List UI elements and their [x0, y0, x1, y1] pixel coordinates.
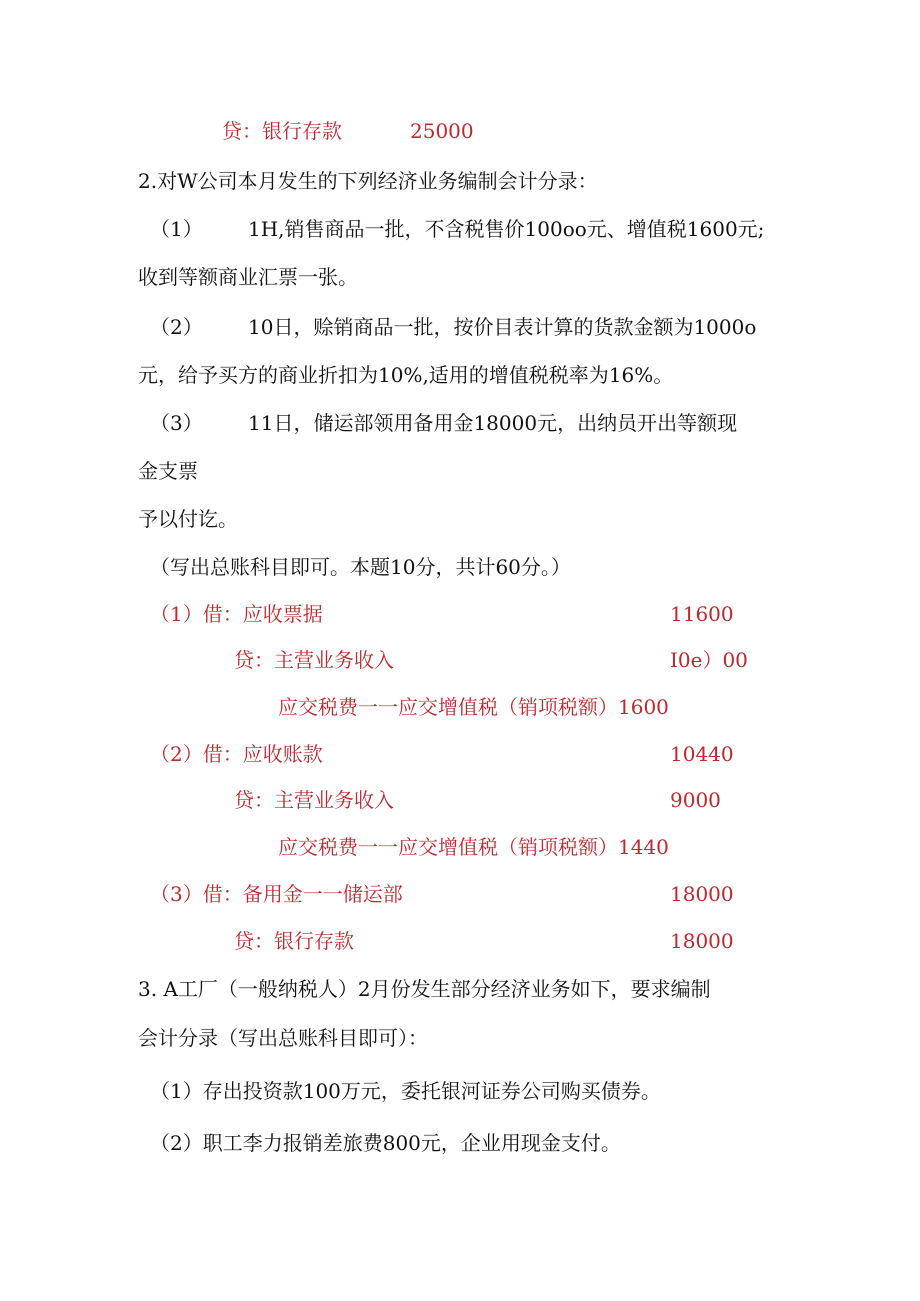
q3-title-line2: 会计分录（写出总账科目即可）： — [138, 1026, 428, 1050]
answer-1-credit-amount: I0e）00 — [670, 648, 748, 672]
answer-2-credit-amount: 9000 — [670, 788, 721, 812]
q3-item2: （2）职工李力报销差旅费800元，企业用现金支付。 — [150, 1131, 621, 1155]
answer-2-tax-line: 应交税费一一应交增值税（销项税额）1440 — [278, 835, 669, 859]
q3-title-line1: 3. A工厂（一般纳税人）2月份发生部分经济业务如下，要求编制 — [138, 977, 711, 1001]
answer-3-debit-label: （3）借：备用金一一储运部 — [150, 882, 403, 906]
answer-3-credit-amount: 18000 — [670, 929, 734, 953]
q2-item1-num: （1） — [150, 217, 203, 241]
q2-item2-line1: 10日，赊销商品一批，按价目表计算的货款金额为1000o — [248, 315, 757, 339]
q2-item3-line2: 金支票 — [138, 459, 198, 483]
answer-1-debit-amount: 11600 — [670, 602, 734, 626]
answer-1-credit-label: 贷：主营业务收入 — [234, 648, 394, 672]
answer-2-debit-amount: 10440 — [670, 742, 734, 766]
answer-1-tax-line: 应交税费一一应交增值税（销项税额）1600 — [278, 695, 669, 719]
q3-item1: （1）存出投资款100万元，委托银河证券公司购买债券。 — [150, 1079, 661, 1103]
q2-item2-line2: 元，给予买方的商业折扣为10%,适用的增值税税率为16%。 — [138, 363, 674, 387]
answer-2-debit-label: （2）借：应收账款 — [150, 742, 323, 766]
answer-1-debit-label: （1）借：应收票据 — [150, 602, 323, 626]
answer-3-debit-amount: 18000 — [670, 882, 734, 906]
q2-item1-line1: 1H,销售商品一批，不含税售价100oo元、增值税1600元; — [248, 217, 765, 241]
q2-title: 2.对W公司本月发生的下列经济业务编制会计分录： — [138, 169, 598, 193]
q2-item3-line3: 予以付讫。 — [138, 507, 238, 531]
q2-item2-num: （2） — [150, 315, 203, 339]
top-entry-amount: 25000 — [410, 119, 474, 143]
answer-2-credit-label: 贷：主营业务收入 — [234, 788, 394, 812]
q2-note: （写出总账科目即可。本题10分，共计60分。） — [150, 555, 571, 579]
q2-item3-line1: 11日，储运部领用备用金18000元，出纳员开出等额现 — [248, 411, 738, 435]
top-entry-label: 贷：银行存款 — [222, 119, 342, 143]
q2-item1-line2: 收到等额商业汇票一张。 — [138, 265, 358, 289]
q2-item3-num: （3） — [150, 411, 203, 435]
answer-3-credit-label: 贷：银行存款 — [234, 929, 354, 953]
